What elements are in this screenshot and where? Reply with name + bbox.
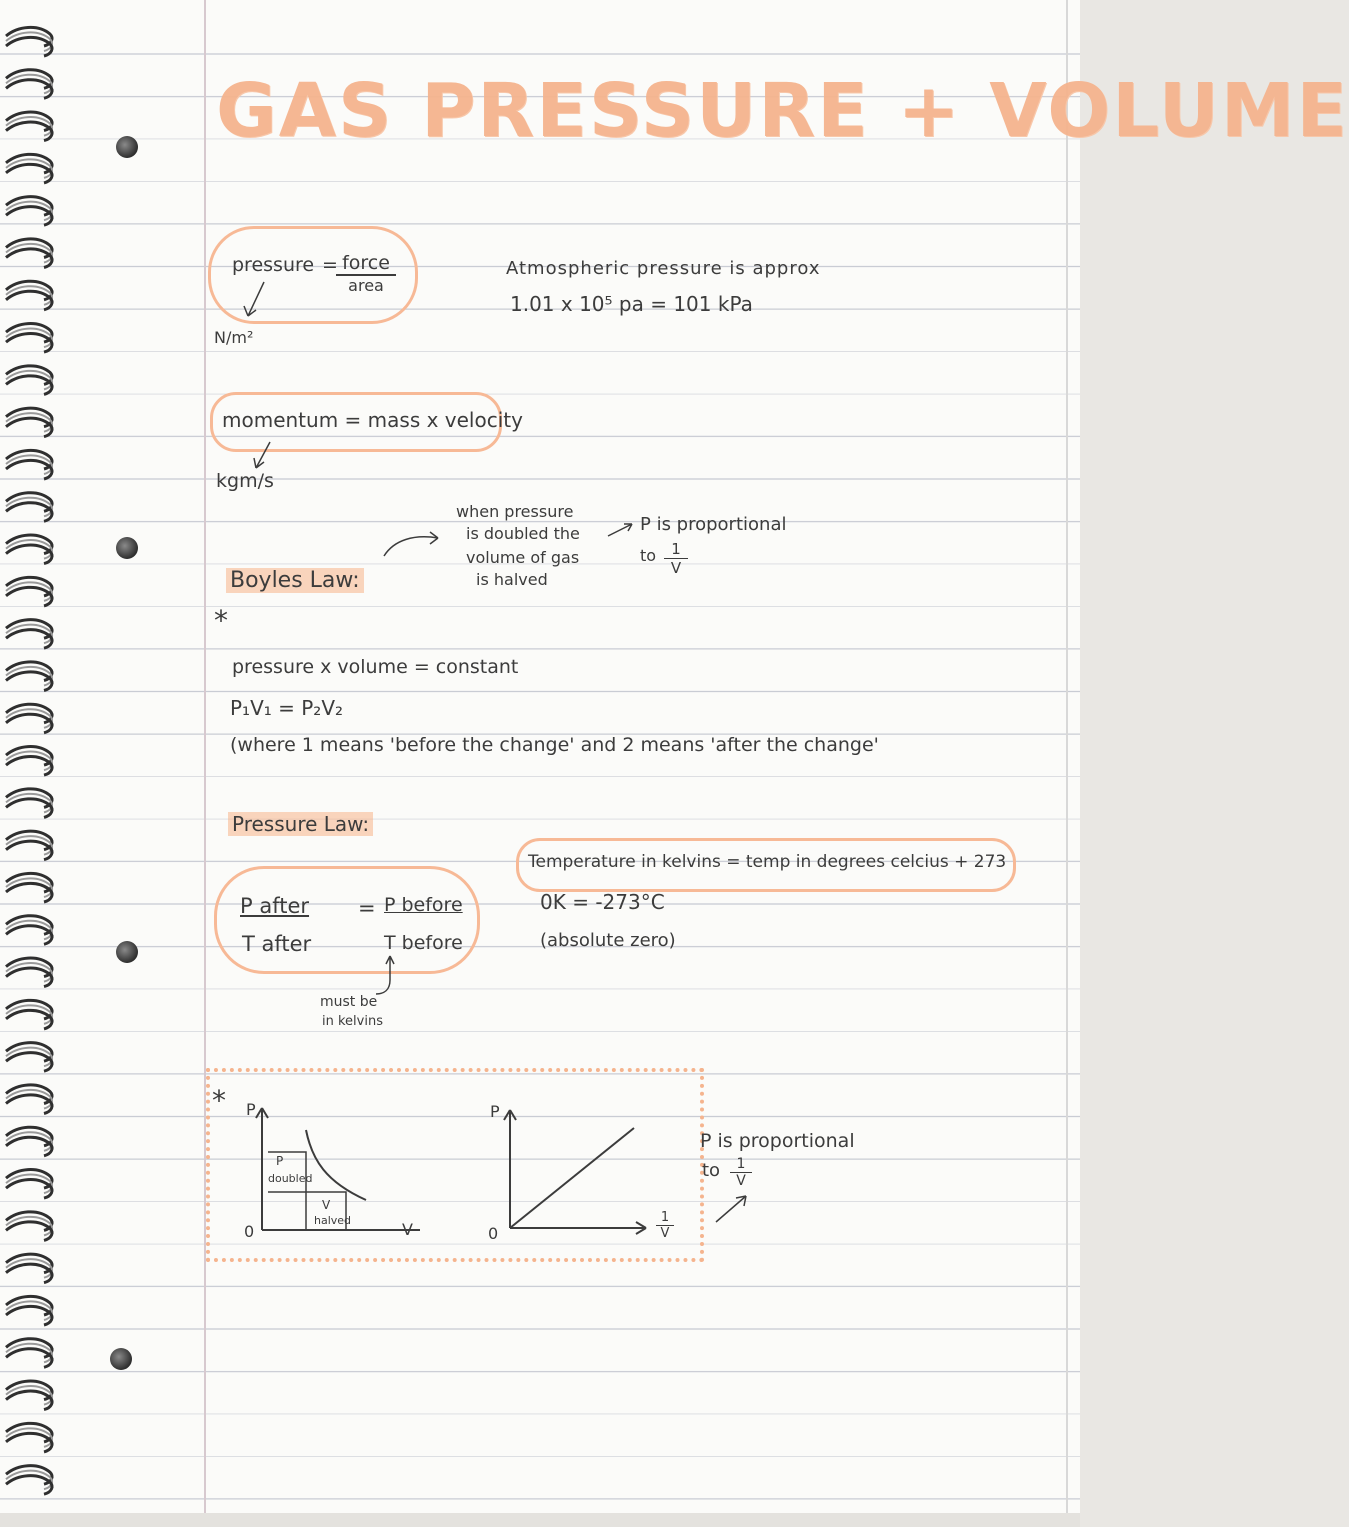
page-bottom-edge — [0, 1513, 1080, 1527]
spiral-coil — [6, 747, 52, 776]
boyles-curved-arrow — [380, 528, 450, 568]
spiral-coil — [6, 1127, 52, 1156]
spiral-coil — [6, 620, 52, 649]
spiral-coil — [6, 324, 52, 353]
pressure-equals: = — [322, 254, 338, 276]
graph-side-arrow — [712, 1190, 752, 1226]
spiral-coil — [6, 281, 52, 310]
graph-side-note: P is proportional — [700, 1130, 855, 1152]
graph2-x-den: V — [660, 1226, 670, 1241]
area-label: area — [348, 276, 384, 295]
graph1-y-axis — [256, 1108, 268, 1230]
spiral-coil — [6, 1423, 52, 1452]
graph1-origin: 0 — [244, 1222, 255, 1241]
spiral-coil — [6, 535, 52, 564]
punch-hole — [110, 1348, 132, 1370]
graph1-x-label: V — [402, 1220, 413, 1239]
pressure-law-heading-text: Pressure Law: — [228, 812, 373, 836]
pressure-law-equals: = — [358, 896, 376, 920]
pressure-unit: N/m² — [214, 328, 254, 347]
pressure-law-cloud — [214, 866, 480, 974]
temperature-line3: (absolute zero) — [540, 930, 676, 951]
graph2-y-label: P — [490, 1102, 500, 1121]
spiral-coil — [6, 154, 52, 183]
punch-hole — [116, 941, 138, 963]
graph-side-to: to — [702, 1160, 721, 1181]
spiral-coil — [6, 662, 52, 691]
spiral-coil — [6, 1085, 52, 1114]
momentum-formula: momentum = mass x velocity — [222, 408, 523, 432]
spiral-coil — [6, 112, 52, 141]
kelvin-note-line1: must be — [320, 994, 378, 1010]
spiral-coils — [4, 24, 58, 1484]
momentum-unit: kgm/s — [216, 470, 274, 492]
kelvin-note-line2: in kelvins — [322, 1014, 383, 1029]
boyles-equation1: pressure x volume = constant — [232, 656, 519, 678]
graph1-y-label: P — [246, 1100, 256, 1119]
page-title: GAS PRESSURE + VOLUME — [216, 68, 1349, 154]
boyles-frac-den: V — [670, 559, 682, 577]
force-over-area — [336, 252, 396, 295]
graph2-x-num: 1 — [656, 1210, 674, 1226]
spiral-coil — [6, 1254, 52, 1283]
temperature-line1: Temperature in kelvins = temp in degrees celcius + 273 — [528, 852, 1007, 872]
spiral-coil — [6, 70, 52, 99]
boyles-law-heading — [226, 568, 364, 593]
t-before: T before — [384, 932, 463, 954]
boyles-equation3: (where 1 means 'before the change' and 2 means 'after the change' — [230, 734, 879, 756]
spiral-coil — [6, 1339, 52, 1368]
graph2-y-axis — [504, 1110, 516, 1228]
boyles-frac-num: 1 — [664, 540, 688, 559]
spiral-coil — [6, 366, 52, 395]
spiral-coil — [6, 1381, 52, 1410]
proportional-arrow — [606, 520, 636, 540]
boyles-note-line1: when pressure — [456, 502, 574, 521]
boyles-equation2: P₁V₁ = P₂V₂ — [230, 696, 344, 720]
graph1-inverse-curve — [306, 1130, 366, 1200]
atmospheric-line1: Atmospheric pressure is approx — [506, 258, 821, 279]
boyles-proportional-text: P is proportional — [640, 514, 787, 535]
pressure-label: pressure — [232, 254, 315, 276]
boyles-note-line2: is doubled the — [466, 524, 580, 543]
boyles-proportional-to: to — [640, 546, 657, 565]
graph2-origin: 0 — [488, 1224, 499, 1243]
graph1-box1-line2: doubled — [268, 1172, 313, 1185]
spiral-coil — [6, 1212, 52, 1241]
graph1-box1-line1: P — [276, 1154, 284, 1168]
spiral-binding — [4, 24, 58, 1484]
spiral-coil — [6, 831, 52, 860]
graph-side-den: V — [736, 1173, 746, 1189]
boyles-note-line3: volume of gas — [466, 548, 580, 567]
spiral-coil — [6, 450, 52, 479]
t-after: T after — [242, 932, 312, 956]
punch-hole — [116, 136, 138, 158]
margin-line — [204, 0, 206, 1527]
spiral-coil — [6, 1466, 52, 1495]
boyles-star: * — [214, 604, 228, 637]
spiral-coil — [6, 1170, 52, 1199]
graph2-straight-line — [510, 1128, 634, 1228]
spiral-coil — [6, 239, 52, 268]
punch-hole — [116, 537, 138, 559]
page-edge — [1066, 0, 1068, 1527]
graph2-x-label — [656, 1210, 674, 1241]
graph-side-num: 1 — [730, 1156, 752, 1173]
spiral-coil — [6, 408, 52, 437]
spiral-coil — [6, 1296, 52, 1325]
p-after: P after — [240, 894, 310, 918]
graph1-box2-line2: halved — [314, 1214, 352, 1227]
boyles-one-over-v — [664, 540, 688, 577]
graphs-star: * — [212, 1084, 226, 1117]
spiral-coil — [6, 27, 52, 56]
atmospheric-line2: 1.01 x 10⁵ pa = 101 kPa — [510, 292, 753, 316]
spiral-coil — [6, 704, 52, 733]
spiral-coil — [6, 958, 52, 987]
graph-side-fraction — [730, 1156, 752, 1189]
spiral-coil — [6, 789, 52, 818]
graph1-box2-line1: V — [322, 1198, 331, 1212]
spiral-coil — [6, 577, 52, 606]
spiral-coil — [6, 873, 52, 902]
spiral-coil — [6, 197, 52, 226]
spiral-coil — [6, 1043, 52, 1072]
spiral-coil — [6, 493, 52, 522]
pressure-law-heading — [228, 812, 373, 836]
p-before: P before — [384, 894, 463, 916]
force-label: force — [336, 252, 396, 276]
spiral-coil — [6, 1000, 52, 1029]
spiral-coil — [6, 916, 52, 945]
boyles-law-heading-text: Boyles Law: — [226, 568, 364, 593]
temperature-line2: 0K = -273°C — [540, 890, 665, 914]
pressure-unit-arrow — [240, 280, 280, 330]
graph2-x-axis — [510, 1222, 646, 1234]
boyles-note-line4: is halved — [476, 570, 548, 589]
